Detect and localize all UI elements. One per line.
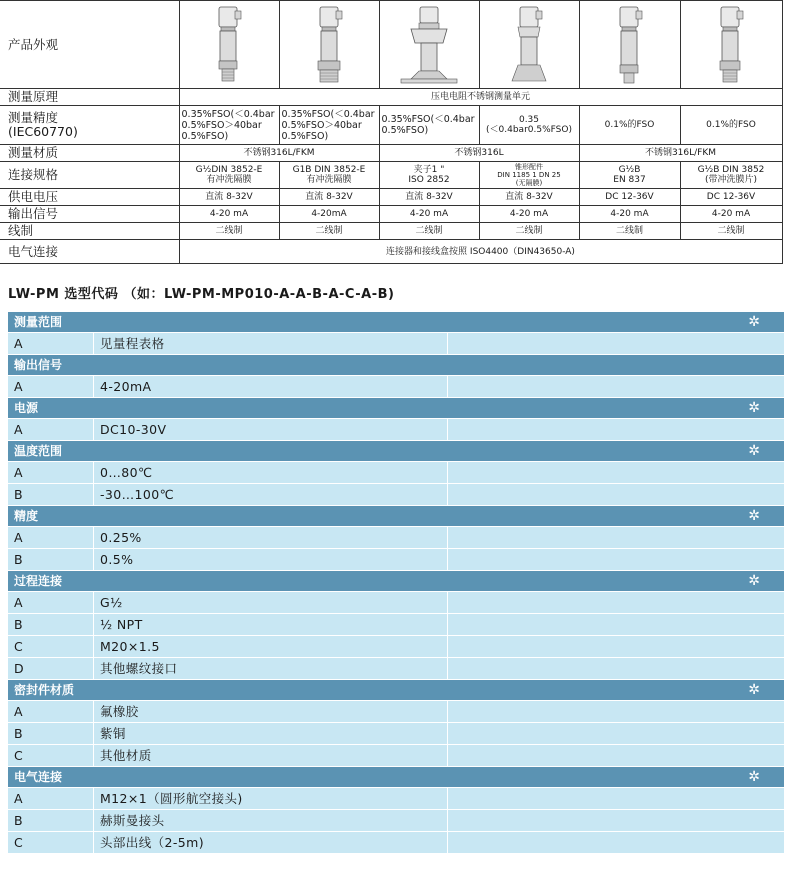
- option-row: [8, 462, 784, 484]
- accuracy-value: 0.1%的FSO: [680, 106, 782, 145]
- option-desc: M20×1.5: [94, 636, 448, 657]
- option-desc: ½ NPT: [94, 614, 448, 635]
- wiring-value: 二线制: [379, 223, 479, 240]
- option-desc: 0.5%: [94, 549, 448, 570]
- output-row: [0, 206, 782, 223]
- option-desc: M12×1（圆形航空接头): [94, 788, 448, 809]
- snowflake-icon: ✲: [748, 508, 760, 524]
- option-code: D: [8, 658, 94, 679]
- output-value: 4-20 mA: [179, 206, 279, 223]
- option-code: B: [8, 549, 94, 570]
- accuracy-label: 测量精度 (IEC60770): [0, 106, 179, 145]
- wiring-label: 线制: [0, 223, 179, 240]
- wiring-value: 二线制: [680, 223, 782, 240]
- section-header: [8, 441, 784, 462]
- option-row: [8, 333, 784, 355]
- option-code: A: [8, 462, 94, 483]
- appearance-row: [0, 1, 782, 89]
- output-value: 4-20 mA: [379, 206, 479, 223]
- snowflake-icon: ✲: [748, 443, 760, 459]
- output-value: 4-20mA: [279, 206, 379, 223]
- option-row: [8, 614, 784, 636]
- output-value: 4-20 mA: [479, 206, 579, 223]
- section-header: [8, 571, 784, 592]
- accuracy-value: 0.35%FSO(＜0.4bar 0.5%FSO＞40bar 0.5%FSO): [279, 106, 379, 145]
- sensor-image-4: [479, 1, 579, 89]
- option-desc: DC10-30V: [94, 419, 448, 440]
- spec-value: G1B DIN 3852-E 有冲洗隔膜: [279, 162, 379, 189]
- option-desc: G½: [94, 592, 448, 613]
- sensor-image-6: [680, 1, 782, 89]
- option-code: C: [8, 745, 94, 766]
- section-title: 测量范围: [14, 315, 63, 329]
- supply-label: 供电电压: [0, 189, 179, 206]
- supply-value: DC 12-36V: [579, 189, 680, 206]
- option-row: [8, 810, 784, 832]
- option-code: B: [8, 723, 94, 744]
- wiring-value: 二线制: [279, 223, 379, 240]
- section-header: [8, 506, 784, 527]
- pressure-sensor-icon: [299, 3, 359, 87]
- option-row: [8, 788, 784, 810]
- electrical-label: 电气连接: [0, 240, 179, 264]
- option-code: A: [8, 701, 94, 722]
- option-row: [8, 658, 784, 680]
- supply-value: 直流 8-32V: [479, 189, 579, 206]
- section-title: 电气连接: [14, 770, 63, 784]
- option-code: A: [8, 333, 94, 354]
- supply-row: [0, 189, 782, 206]
- option-desc: 其他材质: [94, 745, 448, 766]
- pressure-sensor-icon: [701, 3, 761, 87]
- option-row: [8, 376, 784, 398]
- option-desc: 0…80℃: [94, 462, 448, 483]
- spec-value: G½B EN 837: [579, 162, 680, 189]
- section-header: [8, 355, 784, 376]
- supply-value: DC 12-36V: [680, 189, 782, 206]
- option-desc: 赫斯曼接头: [94, 810, 448, 831]
- supply-value: 直流 8-32V: [379, 189, 479, 206]
- sensor-image-1: [179, 1, 279, 89]
- spec-table: [0, 0, 782, 264]
- material-value: 不锈钢316L: [379, 145, 579, 162]
- option-code: B: [8, 484, 94, 505]
- supply-value: 直流 8-32V: [279, 189, 379, 206]
- option-code: C: [8, 832, 94, 853]
- wiring-value: 二线制: [479, 223, 579, 240]
- section-header: [8, 680, 784, 701]
- option-row: [8, 527, 784, 549]
- option-desc: -30…100℃: [94, 484, 448, 505]
- material-value: 不锈钢316L/FKM: [579, 145, 782, 162]
- option-code: B: [8, 810, 94, 831]
- pressure-sensor-icon: [199, 3, 259, 87]
- snowflake-icon: ✲: [748, 573, 760, 589]
- accuracy-value: 0.1%的FSO: [579, 106, 680, 145]
- sensor-image-2: [279, 1, 379, 89]
- accuracy-value: 0.35 (＜0.4bar0.5%FSO): [479, 106, 579, 145]
- section-title: 密封件材质: [14, 683, 75, 697]
- sensor-image-3: [379, 1, 479, 89]
- spec-value: 锥形配件 DIN 1185 1 DN 25 (无隔膜): [479, 162, 579, 189]
- principle-label: 测量原理: [0, 89, 179, 106]
- snowflake-icon: ✲: [748, 314, 760, 330]
- output-value: 4-20 mA: [579, 206, 680, 223]
- option-code: C: [8, 636, 94, 657]
- output-label: 输出信号: [0, 206, 179, 223]
- appearance-label: 产品外观: [0, 1, 179, 89]
- section-title: 电源: [14, 401, 39, 415]
- wiring-value: 二线制: [579, 223, 680, 240]
- spec-label: 连接规格: [0, 162, 179, 189]
- output-value: 4-20 mA: [680, 206, 782, 223]
- sensor-image-5: [579, 1, 680, 89]
- snowflake-icon: ✲: [748, 400, 760, 416]
- option-code: A: [8, 592, 94, 613]
- model-code-title: LW-PM 选型代码 （如：LW-PM-MP010-A-A-B-A-C-A-B): [8, 287, 395, 302]
- section-title: 精度: [14, 509, 39, 523]
- option-desc: 0.25%: [94, 527, 448, 548]
- option-row: [8, 832, 784, 854]
- option-code: A: [8, 376, 94, 397]
- principle-row: [0, 89, 782, 106]
- section-header: [8, 767, 784, 788]
- option-code: B: [8, 614, 94, 635]
- option-row: [8, 484, 784, 506]
- wiring-row: [0, 223, 782, 240]
- accuracy-value: 0.35%FSO(＜0.4bar 0.5%FSO＞40bar 0.5%FSO): [179, 106, 279, 145]
- option-row: [8, 745, 784, 767]
- material-label: 测量材质: [0, 145, 179, 162]
- snowflake-icon: ✲: [748, 769, 760, 785]
- accuracy-value: 0.35%FSO(＜0.4bar 0.5%FSO): [379, 106, 479, 145]
- option-desc: 氟橡胶: [94, 701, 448, 722]
- pressure-sensor-icon: [389, 3, 469, 87]
- option-row: [8, 636, 784, 658]
- section-title: 温度范围: [14, 444, 63, 458]
- section-header: [8, 398, 784, 419]
- option-code: A: [8, 788, 94, 809]
- spec-value: G½DIN 3852-E 有冲洗隔膜: [179, 162, 279, 189]
- electrical-value: 连接器和接线盒按照 ISO4400（DIN43650-A): [179, 240, 782, 264]
- option-row: [8, 701, 784, 723]
- option-desc: 4-20mA: [94, 376, 448, 397]
- wiring-value: 二线制: [179, 223, 279, 240]
- section-header: [8, 312, 784, 333]
- section-title: 过程连接: [14, 574, 63, 588]
- option-row: [8, 549, 784, 571]
- pressure-sensor-icon: [494, 3, 564, 87]
- supply-value: 直流 8-32V: [179, 189, 279, 206]
- option-desc: 见量程表格: [94, 333, 448, 354]
- option-desc: 头部出线（2-5m): [94, 832, 448, 853]
- option-code: A: [8, 527, 94, 548]
- section-title: 输出信号: [14, 358, 63, 372]
- spec-row: [0, 162, 782, 189]
- option-desc: 紫铜: [94, 723, 448, 744]
- selection-code-table: [8, 312, 784, 854]
- option-row: [8, 723, 784, 745]
- material-row: [0, 145, 782, 162]
- option-row: [8, 419, 784, 441]
- snowflake-icon: ✲: [748, 682, 760, 698]
- principle-value: 压电电阻不锈钢测量单元: [179, 89, 782, 106]
- accuracy-row: [0, 106, 782, 145]
- spec-value: G½B DIN 3852 (带冲洗膜片): [680, 162, 782, 189]
- material-value: 不锈钢316L/FKM: [179, 145, 379, 162]
- option-row: [8, 592, 784, 614]
- option-code: A: [8, 419, 94, 440]
- electrical-row: [0, 240, 782, 264]
- option-desc: 其他螺纹接口: [94, 658, 448, 679]
- spec-value: 夹子1 " ISO 2852: [379, 162, 479, 189]
- pressure-sensor-icon: [600, 3, 660, 87]
